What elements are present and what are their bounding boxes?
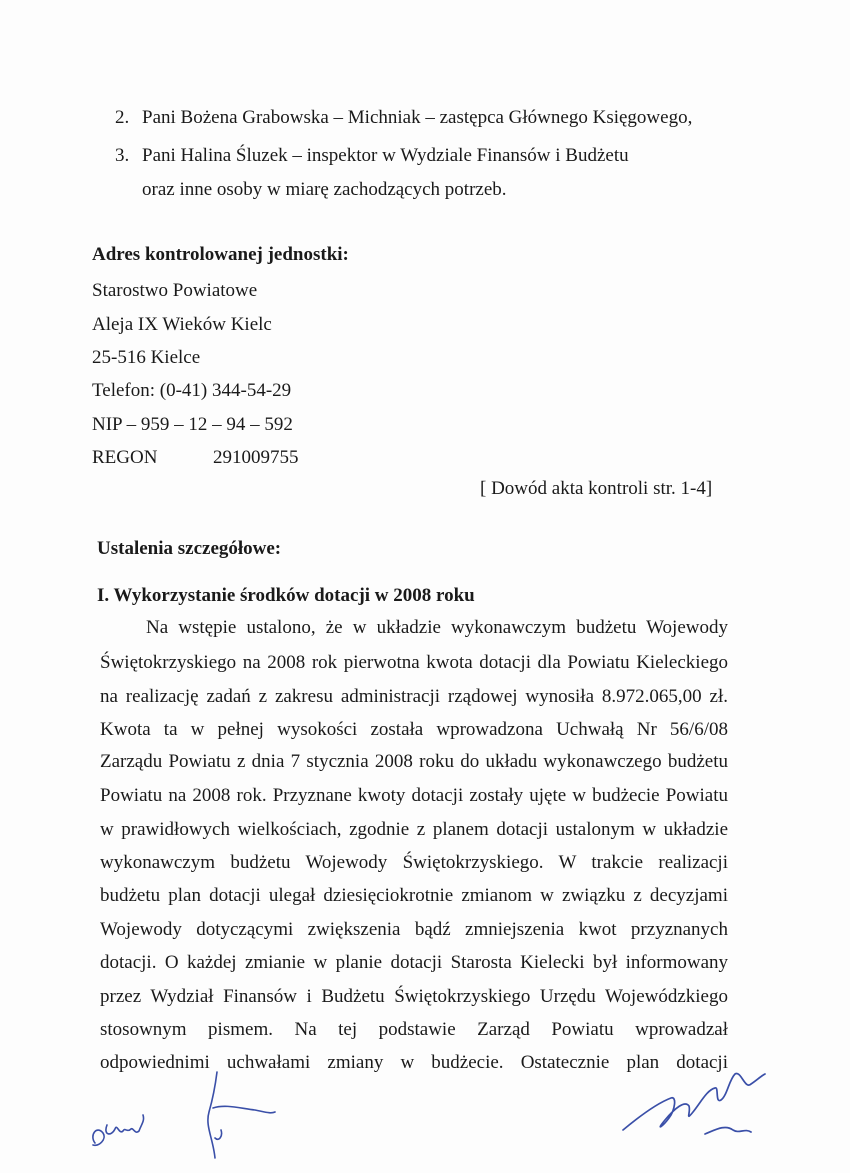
paragraph-line: wykonawczym budżetu Wojewody Świętokrzyskiego. W trakcie realizacji: [100, 852, 728, 873]
address-city: 25-516 Kielce: [92, 347, 201, 368]
list-continuation: oraz inne osoby w miarę zachodzących potrzeb.: [142, 179, 507, 200]
paragraph-line: Powiatu na 2008 rok. Przyznane kwoty dotacji zostały ujęte w budżecie Powiatu: [100, 785, 728, 806]
evidence-reference: [ Dowód akta kontroli str. 1-4]: [480, 478, 713, 499]
list-item: [115, 106, 692, 130]
paragraph-line: Na wstępie ustalono, że w układzie wykonawczym budżetu Wojewody: [146, 617, 728, 638]
list-item-number: 2.: [115, 107, 130, 128]
initials-signature-3: [615, 1060, 775, 1160]
address-regon-label: REGON: [92, 447, 158, 468]
address-regon-value: 291009755: [213, 447, 299, 468]
initials-signature-2: [195, 1068, 285, 1168]
section-heading: I. Wykorzystanie środków dotacji w 2008 roku: [97, 585, 475, 606]
address-phone: Telefon: (0-41) 344-54-29: [92, 380, 292, 401]
initials-signature-1: [85, 1095, 165, 1155]
paragraph-line: stosownym pismem. Na tej podstawie Zarząd Powiatu wprowadzał: [100, 1019, 728, 1040]
list-item-number: 3.: [115, 145, 130, 166]
paragraph-line: w prawidłowych wielkościach, zgodnie z planem dotacji ustalonym w układzie: [100, 819, 728, 840]
list-item: [115, 144, 629, 168]
paragraph-line: Zarządu Powiatu z dnia 7 stycznia 2008 roku do układu wykonawczego budżetu: [100, 751, 728, 772]
list-item-text: Pani Bożena Grabowska – Michniak – zastępca Głównego Księgowego,: [142, 107, 693, 128]
address-street: Aleja IX Wieków Kielc: [92, 314, 272, 335]
paragraph-line: odpowiednimi uchwałami zmiany w budżecie. Ostatecznie plan dotacji: [100, 1052, 728, 1073]
list-item-text: Pani Halina Śluzek – inspektor w Wydziale Finansów i Budżetu: [142, 145, 629, 166]
paragraph-line: Kwota ta w pełnej wysokości została wprowadzona Uchwałą Nr 56/6/08: [100, 719, 728, 740]
paragraph-line: Wojewody dotyczącymi zwiększenia bądź zmniejszenia kwot przyznanych: [100, 919, 728, 940]
paragraph-line: dotacji. O każdej zmianie w planie dotacji Starosta Kielecki był informowany: [100, 952, 728, 973]
paragraph-line: budżetu plan dotacji ulegał dziesięciokrotnie zmianom w związku z decyzjami: [100, 885, 728, 906]
address-heading: Adres kontrolowanej jednostki:: [92, 244, 349, 265]
address-nip: NIP – 959 – 12 – 94 – 592: [92, 414, 293, 435]
paragraph-line: Świętokrzyskiego na 2008 rok pierwotna kwota dotacji dla Powiatu Kieleckiego: [100, 652, 728, 673]
address-name: Starostwo Powiatowe: [92, 280, 258, 301]
details-heading: Ustalenia szczegółowe:: [97, 538, 282, 559]
paragraph-line: na realizację zadań z zakresu administracji rządowej wynosiła 8.972.065,00 zł.: [100, 686, 728, 707]
paragraph-line: przez Wydział Finansów i Budżetu Świętokrzyskiego Urzędu Wojewódzkiego: [100, 986, 728, 1007]
